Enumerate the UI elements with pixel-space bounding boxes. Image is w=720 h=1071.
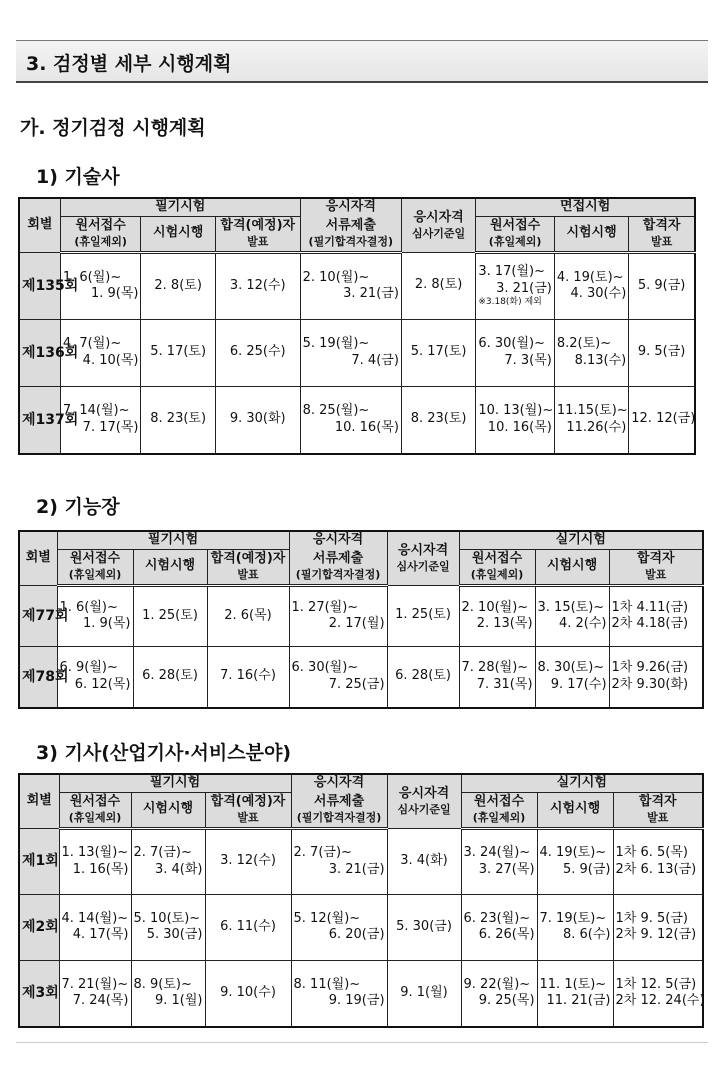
base-date-cell — [387, 585, 459, 646]
second-application-cell — [476, 386, 555, 454]
docs-period-line1: 2. 10(월)~ — [302, 269, 370, 285]
round-cell — [19, 828, 59, 894]
second-application-line1: 6. 23(월)~ — [463, 910, 531, 926]
round-cell — [19, 646, 69, 708]
written-exam-cell — [131, 828, 205, 894]
header-second-exam-date — [554, 216, 628, 252]
written-exam-date: 8. 23(토) — [150, 411, 207, 427]
header-second-pass-line1: 합격자 — [636, 551, 675, 567]
second-pass-line1: 1차 6. 5(목) — [615, 845, 688, 860]
second-pass-cell — [609, 585, 703, 646]
written-pass-date: 9. 30(화) — [229, 411, 286, 427]
second-pass-line2: 2차 9.30(화) — [611, 676, 689, 692]
written-exam-line2: 3. 4(화) — [154, 861, 203, 877]
second-application-cell — [459, 646, 535, 708]
written-application-cell — [59, 894, 131, 960]
written-exam-cell — [133, 646, 207, 708]
written-exam-date: 1. 25(토) — [142, 607, 198, 623]
header-eligibility-label: 응시자격 — [325, 199, 376, 215]
base-date: 5. 30(금) — [396, 918, 452, 934]
second-exam-line1: 4. 19(토)~ — [556, 269, 624, 285]
header-second-stage-label: 실기시험 — [556, 775, 607, 790]
header-eligibility — [289, 531, 387, 549]
second-pass-line2: 2차 9. 12(금) — [615, 927, 697, 943]
written-pass-date: 2. 6(목) — [224, 607, 272, 623]
second-pass-cell — [613, 894, 703, 960]
second-application-line1: 2. 10(월)~ — [461, 599, 529, 615]
second-exam-cell — [537, 894, 613, 960]
header-second-pass — [613, 792, 703, 828]
written-application-line1: 1. 6(월)~ — [62, 269, 122, 285]
header-second-stage — [461, 774, 703, 792]
written-application-line1: 1. 13(월)~ — [61, 845, 129, 860]
written-pass-cell — [215, 319, 300, 386]
second-application-line2: 10. 16(목) — [487, 419, 552, 435]
written-pass-cell — [215, 252, 300, 319]
header-second-exam-date — [537, 792, 613, 828]
header-eligibility-docs-line1: 서류제출 — [313, 794, 365, 810]
schedule-table-engineer-pro — [18, 197, 696, 455]
second-application-line2: 3. 27(목) — [478, 861, 535, 877]
header-second-pass-line1: 합격자 — [638, 794, 677, 810]
header-eligibility — [291, 774, 387, 792]
docs-period-line2: 3. 21(금) — [328, 861, 385, 877]
round-label: 제137회 — [22, 411, 79, 428]
written-application-cell — [60, 319, 141, 386]
written-application-line1: 7. 21(월)~ — [61, 976, 129, 992]
base-date: 2. 8(토) — [414, 277, 463, 293]
second-exam-line1: 4. 19(토)~ — [539, 845, 607, 860]
header-written-exam-label: 필기시험 — [147, 532, 199, 547]
written-pass-cell — [205, 960, 291, 1027]
docs-period-line2: 7. 25(금) — [328, 676, 385, 692]
written-pass-date: 9. 10(수) — [220, 984, 276, 1000]
written-pass-date: 6. 25(수) — [229, 344, 286, 360]
header-written-pass-pre — [207, 549, 289, 585]
written-exam-cell — [131, 894, 205, 960]
base-date: 3. 4(화) — [400, 852, 448, 868]
table-row — [19, 585, 703, 646]
second-exam-cell — [554, 252, 628, 319]
written-pass-cell — [205, 828, 291, 894]
round-cell — [19, 894, 59, 960]
second-pass-date: 9. 5(금) — [637, 344, 686, 360]
written-pass-date: 3. 12(수) — [220, 853, 276, 869]
header-round-label: 회별 — [26, 793, 52, 808]
header-second-stage — [459, 531, 703, 549]
docs-period-line2: 9. 19(금) — [328, 993, 385, 1009]
base-date-cell — [387, 894, 461, 960]
round-label: 제78회 — [22, 668, 69, 685]
header-written-exam — [57, 531, 289, 549]
second-exam-line1: 8. 30(토)~ — [537, 660, 605, 675]
table-row — [19, 960, 703, 1027]
second-exam-line1: 8.2(토)~ — [556, 336, 612, 351]
second-application-line1: 9. 22(월)~ — [463, 976, 531, 992]
header-round — [19, 774, 59, 828]
header-second-application — [476, 216, 555, 252]
second-application-line2: 2. 13(목) — [476, 616, 533, 632]
written-pass-cell — [205, 894, 291, 960]
header-second-application — [459, 549, 535, 585]
table-row — [19, 646, 703, 708]
header-written-exam-date — [141, 216, 215, 252]
base-date: 1. 25(토) — [395, 607, 451, 623]
written-application-line2: 1. 9(목) — [90, 286, 139, 302]
header-second-application-line2: (휴일제외) — [470, 568, 524, 582]
second-application-cell — [461, 960, 537, 1027]
header-written-exam — [59, 774, 291, 792]
second-exam-line2: 5. 9(금) — [563, 861, 611, 877]
header-second-pass — [609, 549, 703, 585]
header-written-pass-pre-line2: 발표 — [247, 235, 269, 249]
second-exam-line1: 11. 1(토)~ — [539, 976, 607, 992]
header-eligibility-docs-line1: 서류제출 — [325, 218, 376, 234]
written-application-cell — [60, 386, 141, 454]
docs-period-line1: 2. 7(금)~ — [293, 845, 352, 860]
written-exam-date: 6. 28(토) — [142, 668, 198, 684]
written-pass-cell — [207, 646, 289, 708]
table-row — [19, 252, 695, 319]
second-exam-line1: 11.15(토)~ — [556, 403, 628, 418]
header-written-application-line2: (휴일제외) — [74, 235, 127, 249]
written-application-cell — [57, 646, 133, 708]
second-application-cell — [461, 828, 537, 894]
base-date-cell — [401, 252, 475, 319]
second-application-cell — [476, 252, 555, 319]
round-cell — [19, 960, 59, 1027]
header-eligibility-docs — [291, 792, 387, 828]
written-application-line1: 1. 6(월)~ — [59, 599, 118, 615]
header-round-label: 회별 — [25, 550, 51, 565]
second-exam-line2: 4. 2(수) — [559, 616, 607, 632]
header-second-pass-line1: 합격자 — [642, 218, 681, 234]
base-date-cell — [401, 386, 475, 454]
second-pass-cell — [629, 252, 695, 319]
second-exam-line2: 8. 6(수) — [563, 927, 611, 943]
written-pass-cell — [207, 585, 289, 646]
header-eligibility-docs-line2: (필기합격자결정) — [296, 810, 382, 824]
header-second-application-line1: 원서접수 — [473, 794, 525, 810]
written-exam-line2: 5. 30(금) — [146, 927, 203, 943]
base-date-cell — [387, 960, 461, 1027]
header-eligibility-docs — [300, 216, 401, 252]
second-application-line1: 6. 30(월)~ — [478, 336, 545, 351]
second-pass-date: 12. 12(금) — [631, 411, 696, 427]
docs-cell — [291, 894, 387, 960]
header-eligibility-base-line1: 응시자격 — [413, 209, 464, 225]
header-eligibility-docs-line1: 서류제출 — [312, 551, 364, 567]
second-exam-line2: 4. 30(수) — [570, 286, 627, 302]
round-label: 제3회 — [22, 985, 59, 1002]
header-round-label: 회별 — [27, 217, 53, 232]
docs-cell — [289, 585, 387, 646]
written-application-cell — [57, 585, 133, 646]
base-date: 9. 1(월) — [400, 984, 448, 1000]
header-second-application-line1: 원서접수 — [471, 551, 523, 567]
second-exam-cell — [535, 585, 609, 646]
written-application-cell — [60, 252, 141, 319]
header-second-exam-date — [535, 549, 609, 585]
bottom-rule — [16, 1042, 708, 1043]
written-application-line2: 6. 12(목) — [74, 676, 131, 692]
second-exam-cell — [537, 960, 613, 1027]
written-exam-cell — [141, 386, 215, 454]
header-written-application — [60, 216, 141, 252]
written-application-cell — [59, 828, 131, 894]
header-written-application — [57, 549, 133, 585]
subsection-heading: 가. 정기검정 시행계획 — [20, 117, 206, 139]
header-written-exam-date-label: 시험시행 — [144, 558, 196, 574]
header-second-stage-label: 실기시험 — [555, 532, 606, 547]
second-pass-cell — [613, 828, 703, 894]
docs-period-line1: 8. 25(월)~ — [302, 403, 370, 418]
header-eligibility-base — [401, 198, 475, 252]
section-title-bar — [16, 41, 708, 83]
written-application-line1: 4. 14(월)~ — [61, 910, 129, 926]
header-written-pass-pre-line1: 합격(예정)자 — [220, 218, 296, 234]
header-written-pass-pre-line2: 발표 — [237, 811, 259, 825]
header-written-pass-pre — [215, 216, 300, 252]
written-pass-date: 3. 12(수) — [229, 277, 286, 293]
round-label: 제1회 — [22, 853, 59, 870]
docs-period-line2: 10. 16(목) — [334, 419, 399, 435]
second-application-line1: 7. 28(월)~ — [461, 660, 529, 675]
docs-cell — [300, 386, 401, 454]
docs-period-line2: 7. 4(금) — [351, 352, 399, 368]
header-written-application-line1: 원서접수 — [69, 794, 121, 810]
second-exam-line1: 7. 19(토)~ — [539, 910, 607, 926]
second-exam-cell — [554, 386, 628, 454]
written-application-line2: 1. 9(목) — [82, 616, 131, 632]
header-round — [19, 531, 57, 585]
header-eligibility-base-line1: 응시자격 — [397, 542, 449, 558]
written-exam-cell — [141, 319, 215, 386]
base-date: 5. 17(토) — [410, 344, 467, 360]
round-cell — [19, 585, 69, 646]
header-written-exam-date — [131, 792, 205, 828]
second-exam-cell — [537, 828, 613, 894]
second-application-line2: 6. 26(목) — [478, 927, 535, 943]
written-application-line1: 7. 14(월)~ — [62, 403, 130, 418]
written-application-line1: 6. 9(월)~ — [59, 660, 118, 675]
docs-cell — [291, 960, 387, 1027]
second-application-line1: 3. 17(월)~ — [478, 263, 545, 279]
header-written-exam-date-label: 시험시행 — [142, 801, 194, 817]
written-pass-date: 7. 16(수) — [220, 668, 276, 684]
header-second-stage — [476, 198, 695, 216]
docs-period-line2: 3. 21(금) — [343, 286, 399, 302]
header-written-exam-label: 필기시험 — [149, 775, 201, 790]
docs-cell — [300, 252, 401, 319]
second-exam-line2: 9. 17(수) — [550, 676, 607, 692]
header-eligibility-base — [387, 531, 459, 585]
header-written-pass-pre-line1: 합격(예정)자 — [210, 551, 286, 567]
table-row — [19, 319, 695, 386]
header-eligibility-base-line2: 심사기준일 — [396, 559, 450, 573]
table-row — [19, 386, 695, 454]
header-eligibility-base-line1: 응시자격 — [398, 785, 450, 801]
second-pass-cell — [629, 386, 695, 454]
second-exam-line2: 11. 21(금) — [546, 993, 611, 1009]
section-title: 3. 검정별 세부 시행계획 — [26, 53, 232, 75]
second-pass-line1: 1차 4.11(금) — [611, 599, 689, 615]
round-label: 제2회 — [22, 919, 59, 936]
written-application-line2: 7. 24(목) — [72, 993, 129, 1009]
header-written-application-line2: (휴일제외) — [68, 811, 122, 825]
second-pass-cell — [613, 960, 703, 1027]
header-second-pass — [629, 216, 695, 252]
docs-cell — [291, 828, 387, 894]
header-round — [19, 198, 60, 252]
header-eligibility-docs — [289, 549, 387, 585]
written-exam-cell — [131, 960, 205, 1027]
header-eligibility-base-line2: 심사기준일 — [397, 802, 451, 816]
written-application-line2: 4. 17(목) — [72, 927, 129, 943]
docs-period-line2: 6. 20(금) — [328, 927, 385, 943]
written-exam-line1: 8. 9(토)~ — [133, 976, 192, 992]
header-eligibility-base — [387, 774, 461, 828]
round-label: 제135회 — [22, 277, 79, 294]
header-eligibility — [300, 198, 401, 216]
second-application-note: ※3.18(화) 제외 — [478, 297, 542, 308]
docs-cell — [300, 319, 401, 386]
written-exam-line2: 9. 1(월) — [154, 993, 203, 1009]
header-second-application-line2: (휴일제외) — [488, 235, 542, 249]
schedule-table-master-craftsman — [18, 530, 704, 709]
header-second-exam-date-label: 시험시행 — [546, 558, 598, 574]
header-written-pass-pre-line2: 발표 — [237, 568, 259, 582]
second-application-line2: 9. 25(목) — [478, 993, 535, 1009]
header-second-pass-line2: 발표 — [651, 235, 673, 249]
header-written-pass-pre-line1: 합격(예정)자 — [210, 794, 286, 810]
written-exam-date: 5. 17(토) — [150, 344, 207, 360]
base-date-cell — [387, 828, 461, 894]
round-cell — [19, 386, 79, 454]
docs-period-line1: 1. 27(월)~ — [291, 599, 359, 615]
schedule-table-engineer — [18, 773, 704, 1028]
second-application-cell — [461, 894, 537, 960]
written-pass-cell — [215, 386, 300, 454]
header-second-application-line2: (휴일제외) — [472, 811, 526, 825]
docs-cell — [289, 646, 387, 708]
second-exam-cell — [554, 319, 628, 386]
header-second-pass-line2: 발표 — [645, 568, 667, 582]
header-second-application — [461, 792, 537, 828]
docs-period-line1: 5. 12(월)~ — [293, 910, 361, 926]
docs-period-line1: 5. 19(월)~ — [302, 336, 370, 351]
header-written-application-line1: 원서접수 — [75, 218, 126, 234]
second-application-cell — [476, 319, 555, 386]
written-application-line1: 4. 7(월)~ — [62, 336, 122, 351]
base-date-cell — [387, 646, 459, 708]
written-exam-line1: 5. 10(토)~ — [133, 910, 201, 926]
base-date: 8. 23(토) — [410, 411, 467, 427]
round-label: 제136회 — [22, 344, 79, 361]
second-pass-line2: 2차 6. 13(금) — [615, 861, 697, 877]
header-second-application-line1: 원서접수 — [489, 218, 541, 234]
base-date-cell — [401, 319, 475, 386]
table-title-engineer-pro: 1) 기술사 — [36, 166, 120, 188]
header-written-application-line1: 원서접수 — [69, 551, 121, 567]
second-pass-line2: 2차 4.18(금) — [611, 616, 689, 632]
second-application-cell — [459, 585, 535, 646]
second-pass-line1: 1차 9.26(금) — [611, 660, 689, 675]
header-written-application-line2: (휴일제외) — [68, 568, 122, 582]
second-pass-date: 5. 9(금) — [637, 277, 686, 293]
second-application-line1: 3. 24(월)~ — [463, 845, 531, 860]
written-exam-line1: 2. 7(금)~ — [133, 845, 192, 860]
header-eligibility-docs-line2: (필기합격자결정) — [295, 567, 381, 581]
header-second-stage-label: 면접시험 — [560, 199, 611, 214]
second-application-line1: 10. 13(월)~ — [478, 403, 554, 418]
header-eligibility-base-line2: 심사기준일 — [412, 226, 466, 240]
written-application-line2: 1. 16(목) — [72, 861, 129, 877]
round-cell — [19, 252, 79, 319]
second-pass-line1: 1차 9. 5(금) — [615, 910, 688, 926]
written-exam-date: 2. 8(토) — [154, 277, 202, 293]
second-application-line2: 7. 31(목) — [476, 676, 533, 692]
table-title-master-craftsman: 2) 기능장 — [36, 496, 120, 518]
docs-period-line2: 2. 17(월) — [328, 616, 385, 632]
table-title-engineer: 3) 기사(산업기사·서비스분야) — [36, 742, 291, 764]
header-written-application — [59, 792, 131, 828]
second-pass-line1: 1차 12. 5(금) — [615, 976, 697, 992]
second-exam-line1: 3. 15(토)~ — [537, 599, 605, 615]
header-written-exam — [60, 198, 300, 216]
second-pass-cell — [609, 646, 703, 708]
written-exam-cell — [133, 585, 207, 646]
table-row — [19, 828, 703, 894]
header-eligibility-docs-line2: (필기합격자결정) — [308, 234, 393, 248]
written-application-cell — [59, 960, 131, 1027]
header-eligibility-label: 응시자격 — [313, 775, 365, 791]
written-application-line2: 7. 17(목) — [82, 419, 139, 435]
round-cell — [19, 319, 79, 386]
header-written-exam-date — [133, 549, 207, 585]
written-exam-cell — [141, 252, 215, 319]
second-pass-line2: 2차 12. 24(수) — [615, 993, 705, 1009]
table-row — [19, 894, 703, 960]
second-pass-cell — [629, 319, 695, 386]
second-exam-line2: 8.13(수) — [574, 352, 627, 368]
second-exam-cell — [535, 646, 609, 708]
written-application-line2: 4. 10(목) — [82, 352, 139, 368]
header-written-pass-pre — [205, 792, 291, 828]
header-eligibility-label: 응시자격 — [312, 532, 364, 548]
round-label: 제77회 — [22, 607, 69, 624]
header-written-exam-label: 필기시험 — [155, 199, 206, 214]
second-application-line2: 7. 3(목) — [504, 352, 552, 368]
docs-period-line1: 6. 30(월)~ — [291, 660, 359, 675]
second-exam-line2: 11.26(수) — [566, 419, 627, 435]
written-pass-date: 6. 11(수) — [220, 918, 276, 934]
base-date: 6. 28(토) — [395, 668, 451, 684]
second-application-line2: 3. 21(금) — [496, 280, 552, 296]
header-written-exam-date-label: 시험시행 — [153, 225, 204, 241]
header-second-exam-date-label: 시험시행 — [549, 801, 601, 817]
docs-period-line1: 8. 11(월)~ — [293, 976, 361, 992]
header-second-pass-line2: 발표 — [647, 811, 669, 825]
header-second-exam-date-label: 시험시행 — [566, 225, 617, 241]
